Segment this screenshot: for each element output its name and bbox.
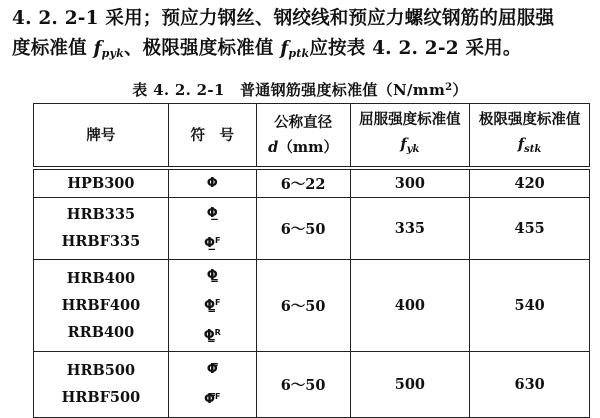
fpyk-symbol: f	[93, 38, 102, 59]
header-ultimate-var: f	[517, 136, 525, 154]
grade-cell	[34, 351, 169, 417]
grade-name: HPB300	[67, 174, 135, 192]
intro-text-a: 度标准值	[12, 38, 94, 59]
grade-name: HRB335	[66, 206, 136, 223]
table-row	[34, 351, 590, 417]
yield-cell: 300	[350, 168, 470, 198]
table-row	[34, 168, 590, 198]
yield-cell: 400	[350, 259, 470, 351]
fptk-subscript: ptk	[288, 47, 310, 60]
intro-line-1: 4. 2. 2-1 采用；预应力钢丝、钢绞线和预应力螺纹钢筋的屈服强	[12, 8, 555, 29]
table-caption	[0, 79, 600, 100]
rebar-symbol-sup: R	[214, 327, 221, 337]
header-yield-symbol-line	[351, 132, 470, 162]
grade-name: HRB400	[66, 269, 136, 287]
rebar-symbol	[169, 356, 256, 383]
diameter-cell: 6～50	[256, 351, 350, 417]
rebar-symbol	[169, 200, 256, 227]
header-diameter-label: 公称直径	[274, 113, 333, 131]
header-yield-var: f	[400, 136, 407, 154]
rebar-symbol	[169, 227, 256, 257]
header-ultimate-symbol-line	[470, 132, 589, 162]
caption-close: ）	[452, 81, 468, 99]
header-yield-label: 屈服强度标准值	[359, 111, 461, 129]
header-ultimate-label: 极限强度标准值	[478, 111, 581, 129]
grade-name: HRBF335	[61, 233, 141, 250]
fpyk-subscript: pyk	[101, 47, 124, 60]
intro-text-b: 、极限强度标准值	[123, 38, 281, 59]
caption-superscript: 2	[445, 82, 453, 93]
intro-paragraph	[12, 4, 592, 69]
rebar-symbol-glyph: Φ̿	[206, 361, 218, 377]
rebar-symbol	[169, 383, 256, 413]
grade-name: HRB500	[66, 362, 136, 379]
grade-name: RRB400	[67, 323, 135, 341]
header-ultimate	[470, 104, 590, 168]
ultimate-cell: 630	[470, 351, 590, 417]
header-symbol: 符 号	[168, 104, 256, 168]
yield-cell: 335	[350, 197, 470, 259]
diameter-cell: 6～22	[256, 168, 350, 198]
diameter-cell: 6～50	[256, 259, 350, 351]
rebar-symbol-sup: F	[215, 391, 221, 401]
diameter-cell: 6～50	[256, 197, 350, 259]
symbol-cell	[168, 259, 256, 351]
rebar-symbol-glyph: Φ̳	[203, 297, 216, 313]
table-row	[34, 259, 590, 351]
rebar-symbol-glyph: Φ̳	[203, 327, 215, 343]
grade-cell	[34, 259, 169, 351]
header-diameter-unit-line	[257, 135, 350, 160]
ultimate-cell: 540	[470, 259, 590, 351]
symbol-cell	[168, 351, 256, 417]
header-diameter-var: d	[268, 138, 279, 156]
header-ultimate-sub: stk	[524, 144, 542, 156]
fptk-symbol: f	[280, 38, 289, 59]
table-header-row	[34, 104, 590, 168]
rebar-strength-table	[33, 103, 590, 418]
header-diameter	[256, 104, 350, 168]
rebar-symbol-glyph: Φ̿	[203, 391, 216, 407]
grade-cell	[34, 197, 169, 259]
rebar-symbol-glyph: Φ̲	[203, 235, 216, 251]
header-diameter-unit: （mm）	[278, 138, 338, 156]
rebar-symbol	[169, 170, 256, 197]
table-row	[34, 197, 590, 259]
intro-text-c: 应按表 4. 2. 2-2 采用。	[309, 38, 522, 59]
rebar-symbol-glyph: Φ̲	[206, 205, 218, 221]
intro-line-2	[12, 34, 592, 69]
yield-cell: 500	[350, 351, 470, 417]
symbol-cell	[168, 168, 256, 198]
caption-text: 表 4. 2. 2-1 普通钢筋强度标准值（N/mm	[132, 81, 446, 99]
header-yield-sub: yk	[406, 144, 420, 156]
rebar-symbol	[169, 289, 256, 319]
header-yield	[350, 104, 470, 168]
rebar-symbol-glyph: Φ̳	[206, 267, 218, 283]
ultimate-cell: 455	[470, 197, 590, 259]
ultimate-cell: 420	[470, 168, 590, 198]
symbol-cell	[168, 197, 256, 259]
rebar-symbol-glyph: Φ	[206, 175, 218, 191]
header-grade: 牌号	[34, 104, 169, 168]
grade-cell	[34, 168, 169, 198]
rebar-symbol-sup: F	[215, 297, 221, 307]
rebar-symbol	[169, 319, 256, 349]
grade-name: HRBF400	[61, 296, 141, 314]
rebar-symbol-sup: F	[215, 235, 221, 245]
rebar-symbol	[169, 262, 256, 289]
grade-name: HRBF500	[61, 389, 141, 406]
